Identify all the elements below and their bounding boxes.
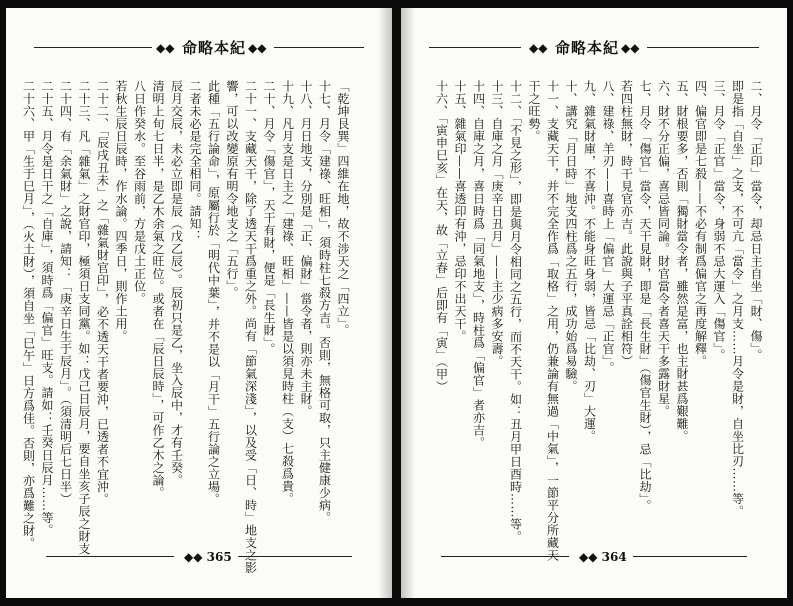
text-line: 響，可以改變原有明令地支之「五行」。 bbox=[225, 80, 239, 299]
page-footer bbox=[441, 548, 747, 566]
text-line: 十九、凡月支是日主之「建祿、旺相」——皆是以須見時柱（支）七殺爲貴。 bbox=[280, 80, 295, 505]
text-line: 十七、月令「建祿、旺相」，須時柱七殺方吉。否則，無格可取，只主健康少病。 bbox=[317, 80, 332, 524]
text-line: 十八、月日地支，分別是「正、偏財」當令者，則亦未主財。 bbox=[299, 80, 313, 418]
text-line: 二十四、有「余氣財」之說，請知：「庚辛日生于辰月」。（須清明后七日半） bbox=[58, 80, 73, 506]
footer-rule-right bbox=[633, 556, 747, 557]
text-line: 六、財不分正偏，喜忌皆同論。財官當令者喜天干多露財星。 bbox=[656, 80, 671, 418]
header-rule-left bbox=[429, 47, 521, 48]
text-line: 二十、月令「傷官」，天干有財，便是「長生財」。 bbox=[262, 80, 276, 356]
text-line: 二、月令「正印」當令，却忌日主自坐「財、傷」。 bbox=[749, 80, 763, 362]
right-page bbox=[401, 8, 787, 598]
footer-rule-left bbox=[441, 556, 569, 557]
footer-rule-left bbox=[46, 556, 174, 557]
page-number: ◆◆ 364 bbox=[579, 550, 627, 564]
header-ornament-icon: ◆◆ bbox=[529, 41, 548, 55]
header-ornament-icon: ◆◆ bbox=[156, 41, 175, 55]
text-line: 二十二、「辰戌丑未」之「雜氣財官印」，必不透天干者要沖，已透者不宜沖。 bbox=[95, 80, 110, 506]
header-rule-right bbox=[274, 47, 364, 48]
gutter-shadow bbox=[378, 8, 392, 598]
left-page bbox=[6, 8, 392, 598]
text-line: 二者未必是完全相同。請知： bbox=[188, 80, 202, 243]
book-title: 命略本紀 bbox=[182, 39, 247, 57]
book-title: 命略本紀 bbox=[555, 39, 620, 57]
footer-rule-right bbox=[238, 556, 352, 557]
text-line: 九、雜氣財庫，不喜沖。不能身旺身弱，皆忌「比劫、刃」大運。 bbox=[582, 80, 597, 443]
text-line: 十一、支藏天干，并不完全作爲「取格」之用，仍兼論有無過「中氣」，一節平分所藏天 bbox=[545, 80, 560, 562]
text-line: 五、財根要多，否則「獨財當令者，雖然是富，也主財甚爲艱難。 bbox=[675, 80, 689, 443]
text-line: 二十一、支藏天干，除了透天干爲重之外。尚有「節氣深淺」，以及受「日、時」地支之影 bbox=[243, 80, 258, 574]
text-line: 十二、「不見之形」，即是與月令相同之五行，而不天干。如：丑月甲日酉時……等。 bbox=[508, 80, 523, 543]
text-line: 七、月令「傷官」當令，天干見財，即是「長生財」（傷官生財），忌「比劫」。 bbox=[638, 80, 652, 512]
header-rule-left bbox=[34, 47, 152, 48]
header-rule-right bbox=[647, 47, 759, 48]
header-ornament-icon: ◆◆ bbox=[621, 41, 640, 55]
text-line: 若四柱無財，時干見官亦吉。此說與子平真詮相符） bbox=[619, 80, 634, 368]
page-header bbox=[429, 38, 759, 58]
header-ornament-icon: ◆◆ bbox=[248, 41, 267, 55]
text-line: 若秋生辰日辰時，作水論。四季日，則作土用。 bbox=[114, 80, 128, 343]
text-line: 辰月交辰，未必立即是辰（戊乙辰）。辰初只是乙，坐入辰中，才有壬癸。 bbox=[169, 80, 184, 487]
text-line: 十四、自庫之月，喜日時爲「同氣地支」，時柱爲「偏官」者亦吉。 bbox=[471, 80, 486, 449]
text-line: 八日作癸水。至谷雨前，方是戊土正位。 bbox=[132, 80, 147, 305]
text-line: 十三、自庫之月「庚辛日丑月」——主少病多安壽。 bbox=[490, 80, 504, 368]
page-footer bbox=[46, 548, 352, 566]
gutter-shadow bbox=[401, 8, 415, 598]
text-line: 三、月令「正官」當令，身弱不忌大運入「傷官」。 bbox=[712, 80, 726, 362]
text-line: 十、講究「月日時」地支四柱爲之五行，成功始爲易驗。 bbox=[564, 80, 578, 393]
text-line: 二十六、甲「生于巳月」，（火土財），須自坐「巳午」日方爲佳。否則，亦爲難之財。 bbox=[21, 80, 36, 550]
text-line: 十五、雜氣印——喜透印有沖，忌印不出天干。 bbox=[453, 80, 467, 343]
text-line: 「乾坤艮巽」四維在地，故不涉天之「四立」。 bbox=[336, 80, 350, 337]
text-line: 此種「五行論命」，原屬行於「明代中葉」，并不是以「月干」五行論之立場。 bbox=[206, 80, 221, 506]
text-line: 清明上旬七日半，是乙木余氣之旺位。或者在「辰日辰時」，可作乙木之論。 bbox=[151, 80, 165, 499]
text-line: 二十五、月令是日干之「自庫」，須時爲「偏官」旺支。請如：壬癸日辰月……等。 bbox=[40, 80, 54, 537]
text-line: 十六、「寅申巳亥」在天，故「立春」后即有「寅」（甲） bbox=[434, 80, 449, 393]
page-number: ◆◆ 365 bbox=[184, 550, 232, 564]
text-line: 四、偏官即是七殺——不必有制爲偏官之再度解釋。 bbox=[693, 80, 708, 368]
page-header bbox=[34, 38, 364, 58]
text-line: 二十三、凡「雜氣」之財官印，極須日支同黨。如：戊己日辰月，要自坐亥子辰之財支 bbox=[77, 80, 91, 555]
text-line: 八、建祿、羊刃——喜時上「偏官」大運忌「正官」。 bbox=[601, 80, 615, 374]
text-line: 即是指「自坐」之支，不可亢「當令」之月支……月令是財，自坐比刃……等。 bbox=[730, 80, 745, 518]
text-line: 干之旺勢。 bbox=[527, 80, 541, 143]
